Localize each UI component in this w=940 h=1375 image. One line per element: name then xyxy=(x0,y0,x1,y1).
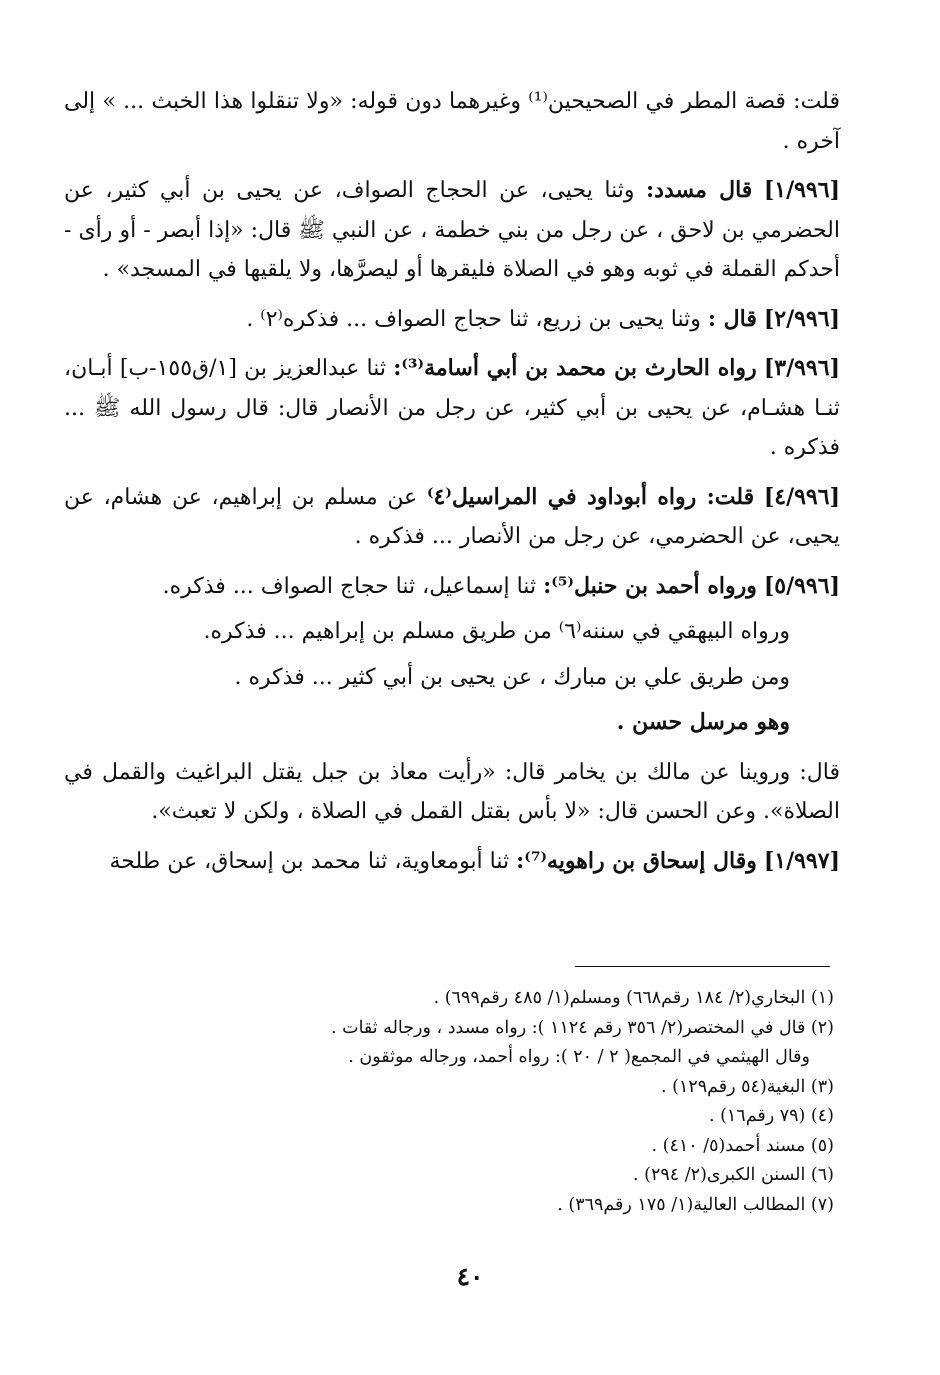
paragraph-hadith-996-4 xyxy=(64,478,840,557)
footnote: (٥) مسند أحمد(٥/ ٤١٠) . xyxy=(651,1135,834,1156)
narrator-heading: قلت: رواه أبوداود في المراسيل⁽٤⁾ xyxy=(426,483,755,510)
narrator-heading: قال : xyxy=(707,305,757,332)
narrator-heading: ورواه أحمد بن حنبل⁽⁵⁾: xyxy=(543,572,757,599)
paragraph-text: عن مسلم بن إبراهيم، عن هشام، عن يحيى، عن الحضرمي، عن رجل من الأنصار ... فذكره . xyxy=(64,484,840,549)
narrator-heading: قال مسدد: xyxy=(646,177,753,203)
footnote: (٧) المطالب العالية(١/ ١٧٥ رقم٣٦٩) . xyxy=(557,1194,834,1215)
paragraph-hadith-996-5 xyxy=(64,567,840,607)
footnote: (٣) البغية(٥٤ رقم١٢٩) . xyxy=(660,1076,834,1097)
paragraph-text: ثنا أبومعاوية، ثنا محمد بن إسحاق، عن طلحة xyxy=(109,848,510,874)
hadith-reference: [١/٩٩٦] xyxy=(763,177,840,203)
narrator-heading: وقال إسحاق بن راهويه⁽⁷⁾: xyxy=(516,847,757,874)
paragraph-bayhaqi xyxy=(64,612,840,652)
paragraph-narration xyxy=(64,753,840,832)
paragraph-text: ورواه البيهقي في سننه⁽٦⁾ من طريق مسلم بن إبراهيم ... فذكره. xyxy=(203,619,790,644)
paragraph-text: ثنا إسماعيل، ثنا حجاج الصواف ... فذكره. xyxy=(162,573,537,599)
paragraph-hadith-997-1 xyxy=(64,842,840,882)
paragraph-text: وثنا يحيى، عن الحجاج الصواف، عن يحيى بن أبي كثير، عن الحضرمي بن لاحق ، عن رجل من بني خطمة ، عن النبي ﷺ قال: «إذا أبصر - أو رأى - أحدكم القملة في ثوبه وهو في الصلاة فليقرها أو ليصرَّها، ولا يلقيها في المسجد» . xyxy=(64,178,840,282)
hadith-reference: [١/٩٩٧] xyxy=(763,847,840,874)
paragraph-text: وثنا يحيى بن زريع، ثنا حجاج الصواف ... فذكره⁽٢⁾ . xyxy=(246,306,701,332)
paragraph-hadith-996-3 xyxy=(64,349,840,468)
paragraph-hadith-996-2 xyxy=(64,300,840,340)
paragraph-text: ومن طريق علي بن مبارك ، عن يحيى بن أبي كثير ... فذكره . xyxy=(234,664,790,690)
footnotes xyxy=(64,984,834,1220)
paragraph-ali-ibn-mubarak xyxy=(64,658,840,698)
paragraph-text: قلت: قصة المطر في الصحيحين⁽¹⁾ وغيرهما دون قوله: «ولا تنقلوا هذا الخبث ... » إلى آخره . xyxy=(64,89,840,154)
paragraph-text: ثنا عبدالعزيز بن [١/ق١٥٥-ب] أبـان، ثنـا هشـام، عن يحيى بن أبي كثير، عن رجل من الأنصار قال: قال رسول الله ﷺ ... فذكره . xyxy=(64,356,840,460)
hadith-reference: [٢/٩٩٦] xyxy=(763,305,840,332)
page-number: ٤٠ xyxy=(456,1262,484,1291)
hadith-reference: [٤/٩٩٦] xyxy=(763,483,840,510)
footnote-divider xyxy=(575,966,830,967)
paragraph-commentary xyxy=(64,82,840,161)
paragraph-hadith-996-1 xyxy=(64,171,840,290)
footnote: (٦) السنن الكبرى(٢/ ٢٩٤) . xyxy=(633,1165,834,1185)
paragraph-text: وهو مرسل حسن . xyxy=(616,709,790,735)
footnote: (٢) قال في المختصر(٢/ ٣٥٦ رقم ١١٢٤ ): رواه مسدد ، ورجاله ثقات . xyxy=(330,1017,834,1038)
paragraph-text: قال: وروينا عن مالك بن يخامر قال: «رأيت معاذ بن جبل يقتل البراغيث والقمل في الصلاة». وعن الحسن قال: «لا بأس بقتل القمل في الصلاة ، ولكن لا تعبث». xyxy=(64,759,840,824)
footnote: (١) البخاري(٢/ ١٨٤ رقم٦٦٨) ومسلم(١/ ٤٨٥ رقم٦٩٩) . xyxy=(433,988,834,1008)
main-text xyxy=(64,82,840,891)
footnote: (٤) (٧٩ رقم١٦) . xyxy=(708,1106,834,1126)
narrator-heading: رواه الحارث بن محمد بن أبي أسامة⁽³⁾: xyxy=(393,355,757,381)
footnote-continuation: وقال الهيثمي في المجمع( ٢ / ٢٠ ): رواه أحمد، ورجاله موثقون . xyxy=(348,1047,810,1067)
hadith-reference: [٥/٩٩٦] xyxy=(763,572,840,599)
paragraph-grading xyxy=(64,703,840,743)
hadith-reference: [٣/٩٩٦] xyxy=(763,355,840,381)
